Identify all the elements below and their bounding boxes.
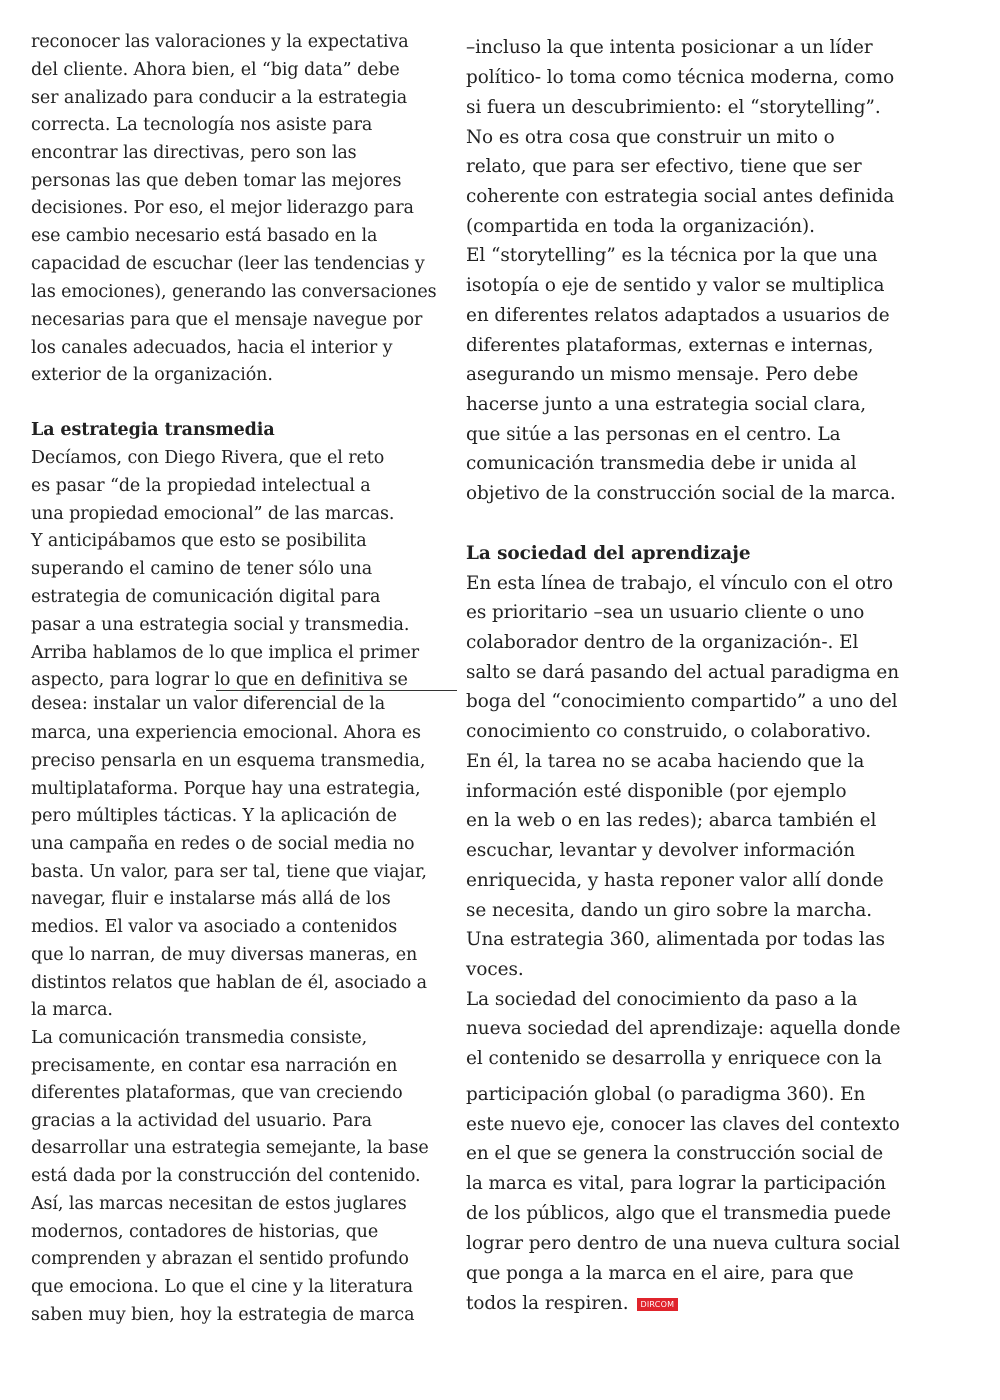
text-line xyxy=(466,1173,886,1195)
line-text: navegar, fluir e instalarse más allá de los xyxy=(31,889,391,909)
text-line xyxy=(31,1137,429,1159)
line-text: No es otra cosa que construir un mito o xyxy=(466,127,835,148)
text-line xyxy=(466,483,896,505)
line-text: Así, las marcas necesitan de estos juglares xyxy=(31,1194,407,1214)
text-line xyxy=(31,1221,378,1243)
text-line xyxy=(31,59,400,81)
section-heading xyxy=(31,419,275,441)
text-line xyxy=(31,722,421,744)
line-text: este nuevo eje, conocer las claves del contexto xyxy=(466,1114,900,1135)
line-text: Decíamos, con Diego Rivera, que el reto xyxy=(31,448,385,468)
text-line xyxy=(31,530,367,552)
line-text: está dada por la construcción del contenido. xyxy=(31,1166,421,1186)
line-text: diferentes plataformas, que van creciendo xyxy=(31,1083,403,1103)
text-line xyxy=(31,1165,420,1187)
text-line xyxy=(31,805,397,827)
line-text: ese cambio necesario está basado en la xyxy=(31,226,378,246)
text-line xyxy=(31,197,414,219)
text-line xyxy=(466,1203,891,1225)
text-line xyxy=(466,840,855,862)
text-line xyxy=(466,573,893,595)
line-text: los canales adecuados, hacia el interior y xyxy=(31,338,393,358)
text-line xyxy=(31,999,113,1021)
text-line xyxy=(466,1018,900,1040)
text-line xyxy=(31,142,357,164)
text-line xyxy=(466,751,864,773)
line-text: político- lo toma como técnica moderna, como xyxy=(466,67,895,88)
text-line xyxy=(31,364,273,386)
text-line xyxy=(466,67,894,89)
text-line xyxy=(31,170,401,192)
text-line xyxy=(31,475,371,497)
line-text: Arriba hablamos de lo que implica el primer xyxy=(31,643,420,663)
text-line xyxy=(31,916,397,938)
line-text: que sitúe a las personas en el centro. La xyxy=(466,424,841,445)
line-text: precisamente, en contar esa narración en xyxy=(31,1056,398,1076)
line-text: de los públicos, algo que el transmedia puede xyxy=(466,1203,892,1224)
text-line xyxy=(466,37,873,59)
line-text: lograr pero dentro de una nueva cultura social xyxy=(466,1233,900,1254)
text-line xyxy=(31,750,425,772)
text-line xyxy=(466,900,872,922)
line-text: pasar a una estrategia social y transmedia. xyxy=(31,615,410,635)
line-text: voces. xyxy=(466,959,524,980)
text-line xyxy=(466,453,856,475)
line-text: correcta. La tecnología nos asiste para xyxy=(31,115,373,135)
line-text: conocimiento co construido, o colaborativo. xyxy=(466,721,871,742)
line-text: todos la respiren. xyxy=(466,1293,629,1314)
line-text: basta. Un valor, para ser tal, tiene que viajar, xyxy=(31,862,427,882)
line-text: Y anticipábamos que esto se posibilita xyxy=(31,531,367,551)
line-text: coherente con estrategia social antes definida xyxy=(466,186,895,207)
text-line xyxy=(31,225,377,247)
text-line xyxy=(466,929,885,951)
text-line xyxy=(466,602,864,624)
line-text: es pasar “de la propiedad intelectual a xyxy=(31,476,371,496)
line-text: aspecto, para lograr lo que en definitiva se xyxy=(31,670,408,690)
text-line xyxy=(31,1193,407,1215)
line-text: preciso pensarla en un esquema transmedia, xyxy=(31,751,426,771)
line-text: medios. El valor va asociado a contenidos xyxy=(31,917,398,937)
line-text: colaborador dentro de la organización-. El xyxy=(466,632,859,653)
line-text: ser analizado para conducir a la estrategia xyxy=(31,88,408,108)
line-text: se necesita, dando un giro sobre la marcha. xyxy=(466,900,873,921)
text-line xyxy=(31,253,425,275)
text-line xyxy=(466,662,899,684)
text-line xyxy=(466,691,898,713)
text-line xyxy=(466,127,835,149)
text-line xyxy=(31,503,394,525)
line-text: marca, una experiencia emocional. Ahora es xyxy=(31,723,421,743)
text-line xyxy=(31,1276,413,1298)
line-text: necesarias para que el mensaje navegue por xyxy=(31,310,423,330)
line-text: comprenden y abrazan el sentido profundo xyxy=(31,1249,409,1269)
text-line xyxy=(31,642,419,664)
text-line xyxy=(466,156,862,178)
text-line xyxy=(466,632,858,654)
line-text: hacerse junto a una estrategia social clara, xyxy=(466,394,867,415)
text-line xyxy=(31,614,409,636)
line-text: una propiedad emocional” de las marcas. xyxy=(31,504,395,524)
text-line xyxy=(31,114,372,136)
text-line xyxy=(31,87,407,109)
text-line xyxy=(31,972,427,994)
line-text: enriquecida, y hasta reponer valor allí donde xyxy=(466,870,884,891)
text-line xyxy=(466,721,871,743)
text-line xyxy=(466,1293,678,1315)
text-line xyxy=(466,364,858,386)
line-text: multiplataforma. Porque hay una estrategia, xyxy=(31,779,421,799)
text-line xyxy=(466,989,857,1011)
line-text: decisiones. Por eso, el mejor liderazgo para xyxy=(31,198,414,218)
line-text: las emociones), generando las conversaciones xyxy=(31,282,437,302)
line-text: si fuera un descubrimiento: el “storytelling”. xyxy=(466,97,881,118)
text-line xyxy=(31,337,392,359)
text-line xyxy=(31,693,385,715)
line-text: reconocer las valoraciones y la expectativa xyxy=(31,32,409,52)
text-line xyxy=(466,959,524,981)
text-line xyxy=(31,31,409,53)
text-line xyxy=(466,97,881,119)
line-text: En él, la tarea no se acaba haciendo que la xyxy=(466,751,865,772)
text-line xyxy=(31,1248,409,1270)
text-line xyxy=(31,833,414,855)
text-line xyxy=(466,870,884,892)
line-text: la marca es vital, para lograr la participación xyxy=(466,1173,886,1194)
text-line xyxy=(466,1084,865,1106)
text-line xyxy=(466,245,878,267)
line-text: superando el camino de tener sólo una xyxy=(31,559,373,579)
text-line xyxy=(31,558,372,580)
text-line xyxy=(466,810,876,832)
line-text: diferentes plataformas, externas e internas, xyxy=(466,335,874,356)
line-text: en la web o en las redes); abarca también el xyxy=(466,810,877,831)
line-text: estrategia de comunicación digital para xyxy=(31,587,381,607)
line-text: la marca. xyxy=(31,1000,113,1020)
text-line xyxy=(31,944,417,966)
line-text: una campaña en redes o de social media no xyxy=(31,834,415,854)
line-text: en el que se genera la construcción social de xyxy=(466,1143,884,1164)
text-line xyxy=(31,1082,403,1104)
dircom-badge: DIRCOM xyxy=(637,1298,679,1311)
line-text: capacidad de escuchar (leer las tendencias y xyxy=(31,254,425,274)
line-text: (compartida en toda la organización). xyxy=(466,216,815,237)
text-line xyxy=(466,305,890,327)
line-text: comunicación transmedia debe ir unida al xyxy=(466,453,857,474)
text-line xyxy=(31,888,391,910)
text-line xyxy=(466,1048,882,1070)
text-line xyxy=(31,1027,367,1049)
text-line xyxy=(466,1114,900,1136)
text-line xyxy=(31,1110,372,1132)
text-line xyxy=(466,1143,883,1165)
horizontal-rule xyxy=(216,690,457,691)
line-text: distintos relatos que hablan de él, asociado a xyxy=(31,973,427,993)
line-text: del cliente. Ahora bien, el “big data” debe xyxy=(31,60,400,80)
line-text: escuchar, levantar y devolver información xyxy=(466,840,855,861)
text-line xyxy=(466,216,815,238)
line-text: boga del “conocimiento compartido” a uno del xyxy=(466,691,898,712)
text-line xyxy=(31,778,420,800)
line-text: personas las que deben tomar las mejores xyxy=(31,171,402,191)
line-text: La comunicación transmedia consiste, xyxy=(31,1028,368,1048)
heading-text: La sociedad del aprendizaje xyxy=(466,543,751,564)
line-text: que lo narran, de muy diversas maneras, en xyxy=(31,945,418,965)
line-text: en diferentes relatos adaptados a usuarios de xyxy=(466,305,890,326)
line-text: En esta línea de trabajo, el vínculo con el otro xyxy=(466,573,894,594)
text-line xyxy=(466,186,894,208)
section-heading xyxy=(466,543,751,565)
text-line xyxy=(31,861,427,883)
text-line xyxy=(31,281,436,303)
line-text: modernos, contadores de historias, que xyxy=(31,1222,379,1242)
line-text: saben muy bien, hoy la estrategia de marca xyxy=(31,1305,415,1325)
text-line xyxy=(31,1304,414,1326)
line-text: pero múltiples tácticas. Y la aplicación de xyxy=(31,806,397,826)
text-line xyxy=(31,309,422,331)
line-text: objetivo de la construcción social de la marca. xyxy=(466,483,896,504)
line-text: es prioritario –sea un usuario cliente o uno xyxy=(466,602,865,623)
line-text: nueva sociedad del aprendizaje: aquella donde xyxy=(466,1018,901,1039)
line-text: La sociedad del conocimiento da paso a la xyxy=(466,989,858,1010)
line-text: participación global (o paradigma 360). En xyxy=(466,1084,866,1105)
line-text: Una estrategia 360, alimentada por todas las xyxy=(466,929,886,950)
text-line xyxy=(466,275,884,297)
text-line xyxy=(31,447,384,469)
text-line xyxy=(31,1055,397,1077)
line-text: el contenido se desarrolla y enriquece con la xyxy=(466,1048,882,1069)
line-text: asegurando un mismo mensaje. Pero debe xyxy=(466,364,859,385)
text-line xyxy=(31,586,380,608)
line-text: información esté disponible (por ejemplo xyxy=(466,781,847,802)
line-text: exterior de la organización. xyxy=(31,365,273,385)
line-text: desea: instalar un valor diferencial de la xyxy=(31,694,386,714)
line-text: El “storytelling” es la técnica por la que una xyxy=(466,245,878,266)
text-line xyxy=(466,424,841,446)
text-line xyxy=(466,335,873,357)
line-text: –incluso la que intenta posicionar a un líder xyxy=(466,37,873,58)
text-line xyxy=(466,394,866,416)
line-text: encontrar las directivas, pero son las xyxy=(31,143,357,163)
line-text: isotopía o eje de sentido y valor se multiplica xyxy=(466,275,885,296)
text-line xyxy=(466,781,847,803)
line-text: que ponga a la marca en el aire, para que xyxy=(466,1263,854,1284)
heading-text: La estrategia transmedia xyxy=(31,420,275,440)
text-line xyxy=(466,1233,900,1255)
line-text: gracias a la actividad del usuario. Para xyxy=(31,1111,372,1131)
line-text: salto se dará pasando del actual paradigma en xyxy=(466,662,899,683)
line-text: desarrollar una estrategia semejante, la base xyxy=(31,1138,429,1158)
text-line xyxy=(466,1263,854,1285)
text-line xyxy=(31,669,408,691)
line-text: relato, que para ser efectivo, tiene que ser xyxy=(466,156,862,177)
line-text: que emociona. Lo que el cine y la literatura xyxy=(31,1277,413,1297)
